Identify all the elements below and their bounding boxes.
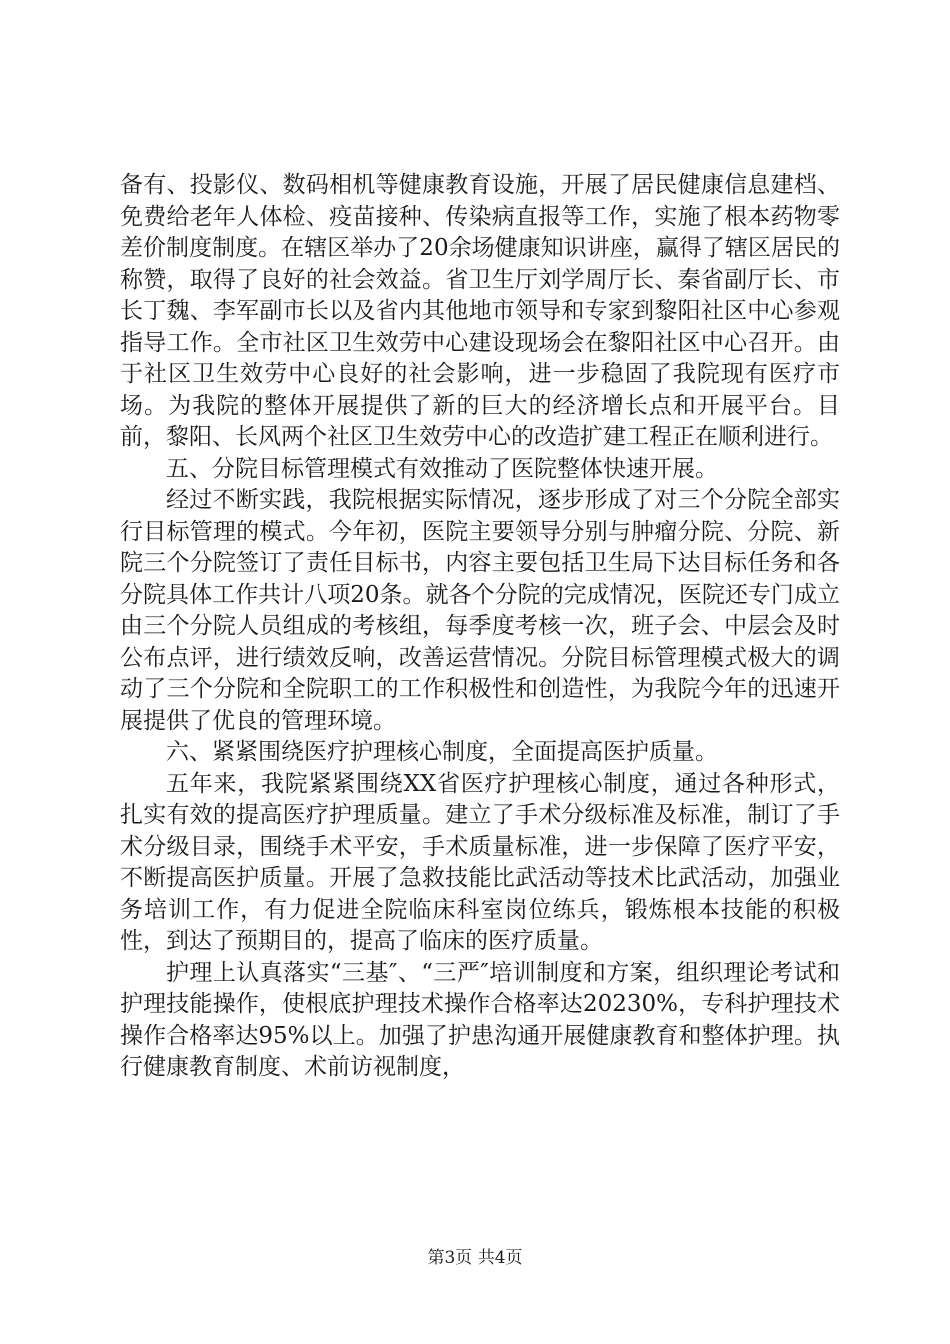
heading-medical-care-quality: 六、紧紧围绕医疗护理核心制度，全面提高医护质量。 xyxy=(166,739,718,765)
document-body xyxy=(120,170,840,1084)
paragraph-nursing-quality: 护理上认真落实“三基″、“三严″培训制度和方案，组织理论考试和护理技能操作，使根底护理技术操作合格率达20230%，专科护理技术操作合格率达95%以上。加强了护患沟通开展健康教育和整体护理。执行健康教育制度、术前访视制度， xyxy=(120,959,840,1080)
paragraph-medical-care-quality: 五年来，我院紧紧围绕XX省医疗护理核心制度，通过各种形式，扎实有效的提高医疗护理质量。建立了手术分级标准及标准，制订了手术分级目录，围绕手术平安，手术质量标准，进一步保障了医疗平安，不断提高医护质量。开展了急救技能比武活动等技术比武活动，加强业务培训工作，有力促进全院临床科室岗位练兵，锻炼根本技能的积极性，到达了预期目的，提高了临床的医疗质量。 xyxy=(120,770,840,954)
paragraph-branch-target-management: 经过不断实践，我院根据实际情况，逐步形成了对三个分院全部实行目标管理的模式。今年初，医院主要领导分别与肿瘤分院、分院、新院三个分院签订了责任目标书，内容主要包括卫生局下达目标任务和各分院具体工作共计八项20条。就各个分院的完成情况，医院还专门成立由三个分院人员组成的考核组，每季度考核一次，班子会、中层会及时公布点评，进行绩效反响，改善运营情况。分院目标管理模式极大的调动了三个分院和全院职工的工作积极性和创造性，为我院今年的迅速开展提供了优良的管理环境。 xyxy=(120,487,840,734)
paragraph-community-health: 备有、投影仪、数码相机等健康教育设施，开展了居民健康信息建档、免费给老年人体检、疫苗接种、传染病直报等工作，实施了根本药物零差价制度制度。在辖区举办了20余场健康知识讲座，赢得了辖区居民的称赞，取得了良好的社会效益。省卫生厅刘学周厅长、秦省副厅长、市长丁魏、李军副市长以及省内其他地市领导和专家到黎阳社区中心参观指导工作。全市社区卫生效劳中心建设现场会在黎阳社区中心召开。由于社区卫生效劳中心良好的社会影响，进一步稳固了我院现有医疗市场。为我院的整体开展提供了新的巨大的经济增长点和开展平台。目前，黎阳、长风两个社区卫生效劳中心的改造扩建工程正在顺利进行。 xyxy=(120,172,840,450)
heading-branch-target-management: 五、分院目标管理模式有效推动了医院整体快速开展。 xyxy=(166,455,718,482)
page-number-footer: 第3页 共4页 xyxy=(427,1248,523,1268)
